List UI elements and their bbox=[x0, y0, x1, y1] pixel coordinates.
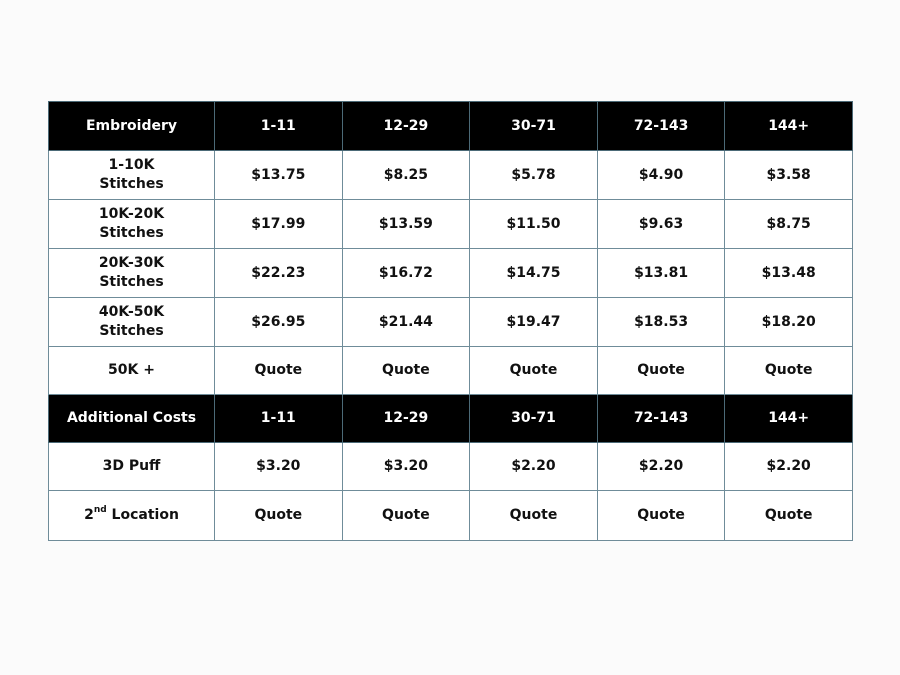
header-cell-qty-144-plus: 144+ bbox=[725, 102, 853, 151]
price-cell: $17.99 bbox=[215, 200, 343, 249]
header-cell-qty-12-29: 12-29 bbox=[342, 395, 470, 443]
table-row bbox=[49, 249, 853, 298]
row-label bbox=[49, 298, 215, 347]
price-cell: $2.20 bbox=[470, 443, 598, 491]
embroidery-header-row bbox=[49, 102, 853, 151]
header-cell-qty-72-143: 72-143 bbox=[597, 395, 725, 443]
row-label-number: 2 bbox=[84, 507, 94, 523]
row-label: 50K + bbox=[49, 347, 215, 395]
header-cell-qty-144-plus: 144+ bbox=[725, 395, 853, 443]
price-cell: $16.72 bbox=[342, 249, 470, 298]
price-cell: Quote bbox=[597, 347, 725, 395]
price-cell: $13.59 bbox=[342, 200, 470, 249]
additional-costs-header-row bbox=[49, 395, 853, 443]
price-cell: Quote bbox=[725, 347, 853, 395]
price-cell: $14.75 bbox=[470, 249, 598, 298]
price-cell: $13.48 bbox=[725, 249, 853, 298]
price-cell: $13.81 bbox=[597, 249, 725, 298]
header-cell-qty-1-11: 1-11 bbox=[215, 395, 343, 443]
header-cell-embroidery: Embroidery bbox=[49, 102, 215, 151]
row-label bbox=[49, 249, 215, 298]
price-cell: Quote bbox=[597, 491, 725, 541]
price-cell: Quote bbox=[725, 491, 853, 541]
row-label-line1: 40K-50K bbox=[98, 304, 165, 320]
header-cell-additional-costs: Additional Costs bbox=[49, 395, 215, 443]
price-cell: $8.75 bbox=[725, 200, 853, 249]
table-row bbox=[49, 298, 853, 347]
row-label-line2: Stitches bbox=[99, 323, 164, 339]
header-cell-qty-1-11: 1-11 bbox=[215, 102, 343, 151]
row-label bbox=[49, 491, 215, 541]
price-cell: $2.20 bbox=[725, 443, 853, 491]
price-cell: $13.75 bbox=[215, 151, 343, 200]
header-cell-qty-72-143: 72-143 bbox=[597, 102, 725, 151]
row-label-rest: Location bbox=[106, 507, 179, 523]
price-cell: $5.78 bbox=[470, 151, 598, 200]
row-label-line1: 20K-30K bbox=[98, 255, 165, 271]
header-cell-qty-12-29: 12-29 bbox=[342, 102, 470, 151]
row-label bbox=[49, 151, 215, 200]
price-cell: $22.23 bbox=[215, 249, 343, 298]
price-cell: Quote bbox=[470, 347, 598, 395]
row-label-line2: Stitches bbox=[99, 225, 164, 241]
price-cell: $11.50 bbox=[470, 200, 598, 249]
price-cell: Quote bbox=[342, 491, 470, 541]
table-row bbox=[49, 151, 853, 200]
row-label-line2: Stitches bbox=[99, 176, 164, 192]
price-cell: $8.25 bbox=[342, 151, 470, 200]
price-cell: Quote bbox=[342, 347, 470, 395]
price-cell: Quote bbox=[215, 347, 343, 395]
row-label-line1: 1-10K bbox=[108, 157, 155, 173]
price-cell: $18.53 bbox=[597, 298, 725, 347]
row-label-line1: 10K-20K bbox=[98, 206, 165, 222]
price-cell: $19.47 bbox=[470, 298, 598, 347]
embroidery-pricing-table bbox=[48, 101, 853, 541]
row-label bbox=[49, 200, 215, 249]
price-cell: $18.20 bbox=[725, 298, 853, 347]
price-cell: $3.20 bbox=[215, 443, 343, 491]
row-label-ordinal-suffix: nd bbox=[93, 505, 107, 516]
price-cell: $4.90 bbox=[597, 151, 725, 200]
table-row bbox=[49, 200, 853, 249]
table-row bbox=[49, 443, 853, 491]
table-row bbox=[49, 491, 853, 541]
price-cell: $3.20 bbox=[342, 443, 470, 491]
row-label: 3D Puff bbox=[49, 443, 215, 491]
price-cell: $9.63 bbox=[597, 200, 725, 249]
price-cell: $21.44 bbox=[342, 298, 470, 347]
header-cell-qty-30-71: 30-71 bbox=[470, 102, 598, 151]
price-cell: $3.58 bbox=[725, 151, 853, 200]
header-cell-qty-30-71: 30-71 bbox=[470, 395, 598, 443]
price-cell: $26.95 bbox=[215, 298, 343, 347]
table-row bbox=[49, 347, 853, 395]
price-cell: Quote bbox=[215, 491, 343, 541]
price-cell: $2.20 bbox=[597, 443, 725, 491]
row-label-line2: Stitches bbox=[99, 274, 164, 290]
price-cell: Quote bbox=[470, 491, 598, 541]
